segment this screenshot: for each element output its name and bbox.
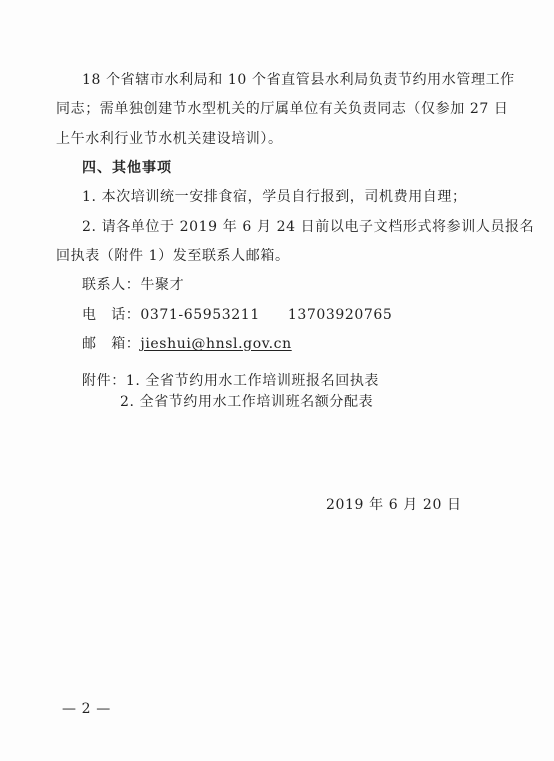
contact-person-row — [82, 276, 184, 294]
attachment-item-2: 2. 全省节约用水工作培训班名额分配表 — [120, 394, 374, 410]
body-paragraph-line-3: 上午水利行业节水机关建设培训）。 — [56, 131, 283, 147]
list-item-2-line-2: 回执表（附件 1）发至联系人邮箱。 — [56, 248, 290, 264]
page-number: — 2 — — [62, 701, 111, 717]
contact-email-label: 邮 箱： — [82, 336, 141, 352]
attachments-label: 附件： — [82, 373, 126, 389]
attachment-item-1: 1. 全省节约用水工作培训班报名回执表 — [125, 373, 380, 389]
section-heading: 四、其他事项 — [82, 160, 172, 176]
attachments-row-1 — [82, 372, 379, 390]
contact-person-name: 牛聚才 — [140, 277, 185, 293]
list-item-1: 1. 本次培训统一安排食宿，学员自行报到，司机费用自理； — [82, 189, 467, 205]
contact-person-label: 联系人： — [82, 277, 141, 293]
body-paragraph-line-1: 18 个省辖市水利局和 10 个省直管县水利局负责节约用水管理工作 — [82, 72, 515, 88]
list-item-2-line-1: 2. 请各单位于 2019 年 6 月 24 日前以电子文档形式将参训人员报名 — [82, 219, 535, 235]
contact-email-link[interactable]: jieshui@hnsl.gov.cn — [140, 336, 292, 352]
contact-phone-2: 13703920765 — [287, 307, 393, 323]
contact-phone-1: 0371-65953211 — [140, 307, 260, 323]
document-date: 2019 年 6 月 20 日 — [326, 497, 462, 513]
contact-phone-label: 电 话： — [82, 307, 141, 323]
body-paragraph-line-2: 同志；需单独创建节水型机关的厅属单位有关负责同志（仅参加 27 日 — [56, 101, 509, 117]
contact-email-row — [82, 335, 292, 353]
contact-phone-row — [82, 306, 392, 324]
